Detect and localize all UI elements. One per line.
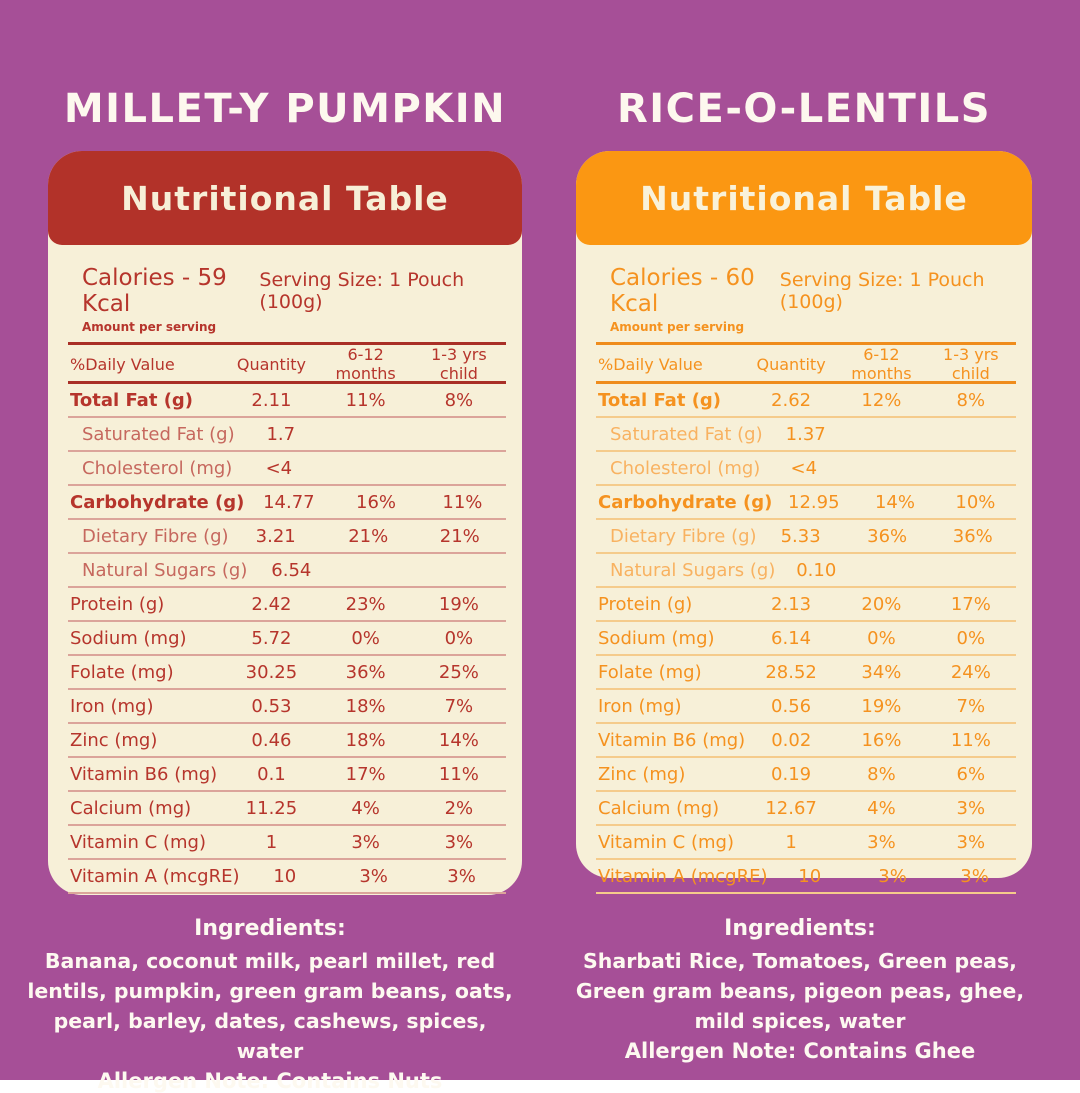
nutrient-label: Vitamin B6 (mg): [598, 729, 746, 751]
nutrient-quantity: 1.7: [266, 423, 296, 445]
nutrient-label: Calcium (mg): [70, 797, 192, 819]
nutrient-quantity: 1: [785, 831, 797, 853]
nutrient-label: Iron (mg): [70, 695, 154, 717]
nutrient-label: Cholesterol (mg): [610, 457, 761, 479]
table-row: [68, 724, 506, 758]
nutrient-label: Sodium (mg): [70, 627, 187, 649]
nutrient-pct-1-3-yrs: 10%: [955, 491, 996, 513]
nutrient-quantity: 0.53: [251, 695, 292, 717]
nutrient-pct-1-3-yrs: 3%: [956, 797, 986, 819]
nutrient-pct-1-3-yrs: 8%: [444, 389, 474, 411]
nutrient-pct-1-3-yrs: 25%: [438, 661, 479, 683]
nutrient-label: Natural Sugars (g): [82, 559, 248, 581]
nutrient-pct-6-12-months: 36%: [867, 525, 908, 547]
ingredients-text: Sharbati Rice, Tomatoes, Green peas, Green gram beans, pigeon peas, ghee, mild spices, water: [575, 949, 1025, 1033]
nutrient-pct-6-12-months: 14%: [874, 491, 915, 513]
nutrient-pct-1-3-yrs: 3%: [960, 865, 989, 887]
card-header-title: Nutritional Table: [640, 178, 968, 218]
nutrient-label: Saturated Fat (g): [610, 423, 763, 445]
table-row: [596, 656, 1016, 690]
table-row: [68, 418, 506, 452]
nutrient-pct-1-3-yrs: 3%: [444, 831, 474, 853]
product-title-millet-y-pumpkin: MILLET-Y PUMPKIN: [63, 86, 507, 132]
nutrient-pct-1-3-yrs: 17%: [950, 593, 991, 615]
column-header-quantity: Quantity: [236, 354, 307, 374]
table-row: [596, 452, 1016, 486]
amount-per-serving-note: Amount per serving: [610, 320, 745, 334]
nutrient-rows: [64, 384, 510, 894]
nutrient-quantity: 2.62: [771, 389, 812, 411]
column-header-6-12-months: 6-12 months: [335, 345, 396, 383]
nutrient-label: Carbohydrate (g): [598, 491, 773, 513]
nutrient-label: Vitamin C (mg): [598, 831, 734, 853]
nutrient-pct-6-12-months: 17%: [345, 763, 386, 785]
calories-serving-row: [64, 259, 510, 342]
nutrient-pct-6-12-months: 23%: [345, 593, 386, 615]
nutrient-quantity: 12.95: [788, 491, 840, 513]
nutrient-pct-6-12-months: 4%: [351, 797, 380, 819]
calories-block: [82, 265, 259, 334]
ingredients-text: Banana, coconut milk, pearl millet, red lentils, pumpkin, green gram beans, oats, pearl, barley, dates, cashews, spices, water: [27, 949, 513, 1063]
nutrient-label: Total Fat (g): [70, 389, 194, 411]
nutrient-pct-6-12-months: 8%: [867, 763, 896, 785]
nutrient-pct-1-3-yrs: 3%: [447, 865, 476, 887]
ingredients-heading: Ingredients:: [724, 916, 876, 941]
nutrient-pct-6-12-months: 3%: [359, 865, 388, 887]
nutrient-quantity: 1.37: [785, 423, 826, 445]
nutrient-quantity: 28.52: [765, 661, 817, 683]
nutrient-pct-6-12-months: 21%: [348, 525, 389, 547]
nutrient-quantity: 2.13: [771, 593, 812, 615]
nutrient-pct-6-12-months: 0%: [867, 627, 896, 649]
nutrient-pct-6-12-months: 20%: [861, 593, 902, 615]
table-row: [596, 860, 1016, 894]
table-row: [68, 554, 506, 588]
nutrition-card-rice-o-lentils: [576, 151, 1032, 887]
nutrient-pct-1-3-yrs: 2%: [444, 797, 474, 819]
column-header-daily-value: %Daily Value: [70, 354, 175, 374]
nutrient-quantity: 1: [265, 831, 278, 853]
nutrient-pct-6-12-months: 16%: [356, 491, 397, 513]
table-row: [68, 622, 506, 656]
card-header-title: Nutritional Table: [121, 178, 449, 218]
table-row: [596, 486, 1016, 520]
nutrient-quantity: 2.42: [251, 593, 292, 615]
nutrient-label: Zinc (mg): [598, 763, 686, 785]
table-row: [68, 656, 506, 690]
table-row: [596, 826, 1016, 860]
serving-size: Serving Size: 1 Pouch (100g): [779, 269, 985, 313]
table-row: [68, 384, 506, 418]
nutrient-pct-6-12-months: 36%: [345, 661, 386, 683]
nutrient-label: Total Fat (g): [598, 389, 722, 411]
nutrient-pct-6-12-months: 19%: [861, 695, 902, 717]
nutrient-label: Dietary Fibre (g): [82, 525, 229, 547]
table-row: [68, 520, 506, 554]
amount-per-serving-note: Amount per serving: [82, 320, 217, 334]
nutrient-label: Protein (g): [70, 593, 165, 615]
table-row: [68, 758, 506, 792]
allergen-note: Allergen Note: Contains Nuts: [97, 1069, 443, 1093]
table-row: [68, 792, 506, 826]
card-header: [576, 151, 1032, 245]
nutrient-quantity: 0.56: [771, 695, 812, 717]
nutrient-quantity: 0.1: [257, 763, 286, 785]
nutrient-pct-1-3-yrs: 21%: [439, 525, 480, 547]
calories-block: [610, 265, 780, 334]
nutrient-label: Cholesterol (mg): [82, 457, 233, 479]
nutrient-label: Saturated Fat (g): [82, 423, 235, 445]
nutrient-pct-6-12-months: 0%: [351, 627, 380, 649]
ingredients-heading: Ingredients:: [194, 916, 346, 941]
card-body: [576, 245, 1032, 894]
column-header-1-3-yrs: 1-3 yrs child: [431, 345, 487, 383]
nutrient-pct-1-3-yrs: 7%: [956, 695, 986, 717]
nutrient-rows: [592, 384, 1020, 894]
table-row: [596, 384, 1016, 418]
nutrient-pct-1-3-yrs: 0%: [956, 627, 986, 649]
table-row: [596, 792, 1016, 826]
nutrient-pct-6-12-months: 12%: [861, 389, 902, 411]
nutrient-quantity: 0.02: [771, 729, 812, 751]
column-header-daily-value: %Daily Value: [598, 354, 703, 374]
nutrient-pct-6-12-months: 34%: [861, 661, 902, 683]
nutrient-pct-6-12-months: 16%: [861, 729, 902, 751]
nutrient-pct-1-3-yrs: 14%: [438, 729, 479, 751]
table-row: [68, 826, 506, 860]
nutrient-pct-6-12-months: 18%: [345, 729, 386, 751]
nutrient-pct-6-12-months: 3%: [878, 865, 907, 887]
nutrient-label: Zinc (mg): [70, 729, 158, 751]
serving-size: Serving Size: 1 Pouch (100g): [259, 269, 465, 313]
table-row: [596, 520, 1016, 554]
nutrient-quantity: 5.72: [251, 627, 292, 649]
nutrient-quantity: 6.14: [771, 627, 812, 649]
table-row: [68, 452, 506, 486]
nutrient-pct-1-3-yrs: 6%: [956, 763, 986, 785]
calories-label: Calories - 59 Kcal: [82, 265, 227, 317]
nutrient-label: Vitamin B6 (mg): [70, 763, 218, 785]
nutrient-quantity: <4: [790, 457, 818, 479]
table-column-headers: [596, 345, 1016, 381]
nutrient-pct-1-3-yrs: 36%: [952, 525, 993, 547]
column-header-quantity: Quantity: [756, 354, 826, 374]
nutrient-pct-6-12-months: 11%: [345, 389, 386, 411]
nutrient-quantity: 14.77: [263, 491, 315, 513]
ingredients-block-millet-y-pumpkin: [25, 916, 515, 1093]
nutrient-quantity: 3.21: [255, 525, 296, 547]
card-header: [48, 151, 522, 245]
nutrient-pct-1-3-yrs: 24%: [950, 661, 991, 683]
nutrient-quantity: <4: [265, 457, 293, 479]
nutrient-quantity: 2.11: [251, 389, 292, 411]
table-row: [596, 418, 1016, 452]
product-title-rice-o-lentils: RICE-O-LENTILS: [616, 86, 992, 132]
nutrient-pct-6-12-months: 18%: [345, 695, 386, 717]
table-row: [596, 622, 1016, 656]
nutrient-quantity: 10: [798, 865, 822, 887]
nutrient-quantity: 5.33: [780, 525, 821, 547]
nutrient-label: Folate (mg): [70, 661, 174, 683]
nutrient-label: Vitamin C (mg): [70, 831, 206, 853]
nutrition-card-millet-y-pumpkin: [48, 151, 522, 895]
table-row: [68, 486, 506, 520]
nutrient-quantity: 12.67: [765, 797, 817, 819]
nutrient-quantity: 0.19: [771, 763, 812, 785]
table-row: [596, 724, 1016, 758]
nutrient-label: Carbohydrate (g): [70, 491, 245, 513]
table-row: [68, 860, 506, 894]
calories-serving-row: [592, 259, 1020, 342]
nutrient-label: Protein (g): [598, 593, 693, 615]
nutrient-quantity: 11.25: [245, 797, 298, 819]
column-header-6-12-months: 6-12 months: [851, 345, 912, 383]
allergen-note: Allergen Note: Contains Ghee: [624, 1039, 976, 1063]
table-row: [68, 588, 506, 622]
table-row: [596, 554, 1016, 588]
nutrient-label: Calcium (mg): [598, 797, 720, 819]
nutrient-label: Vitamin A (mcgRE): [70, 865, 240, 887]
nutrient-pct-6-12-months: 4%: [867, 797, 896, 819]
table-row: [68, 690, 506, 724]
nutrient-quantity: 10: [273, 865, 297, 887]
table-row: [596, 758, 1016, 792]
nutrient-pct-1-3-yrs: 11%: [442, 491, 483, 513]
card-body: [48, 245, 522, 894]
nutrient-label: Sodium (mg): [598, 627, 715, 649]
nutrient-pct-1-3-yrs: 11%: [438, 763, 479, 785]
table-row: [596, 690, 1016, 724]
calories-label: Calories - 60 Kcal: [610, 265, 755, 317]
nutrient-label: Vitamin A (mcgRE): [598, 865, 768, 887]
nutrient-label: Iron (mg): [598, 695, 682, 717]
nutrient-quantity: 6.54: [271, 559, 312, 581]
nutrient-quantity: 30.25: [245, 661, 298, 683]
nutrient-pct-1-3-yrs: 7%: [444, 695, 474, 717]
nutrient-pct-1-3-yrs: 0%: [444, 627, 474, 649]
nutrient-pct-1-3-yrs: 11%: [950, 729, 991, 751]
nutrient-pct-6-12-months: 3%: [867, 831, 896, 853]
nutrient-label: Natural Sugars (g): [610, 559, 776, 581]
column-header-1-3-yrs: 1-3 yrs child: [943, 345, 999, 383]
nutrient-label: Dietary Fibre (g): [610, 525, 757, 547]
nutrient-label: Folate (mg): [598, 661, 702, 683]
nutrient-quantity: 0.46: [251, 729, 292, 751]
nutrient-pct-1-3-yrs: 19%: [438, 593, 479, 615]
nutrient-pct-6-12-months: 3%: [351, 831, 380, 853]
table-row: [596, 588, 1016, 622]
table-column-headers: [68, 345, 506, 381]
nutrient-pct-1-3-yrs: 3%: [956, 831, 986, 853]
nutrient-quantity: 0.10: [796, 559, 837, 581]
ingredients-block-rice-o-lentils: [555, 916, 1045, 1063]
nutrient-pct-1-3-yrs: 8%: [956, 389, 986, 411]
